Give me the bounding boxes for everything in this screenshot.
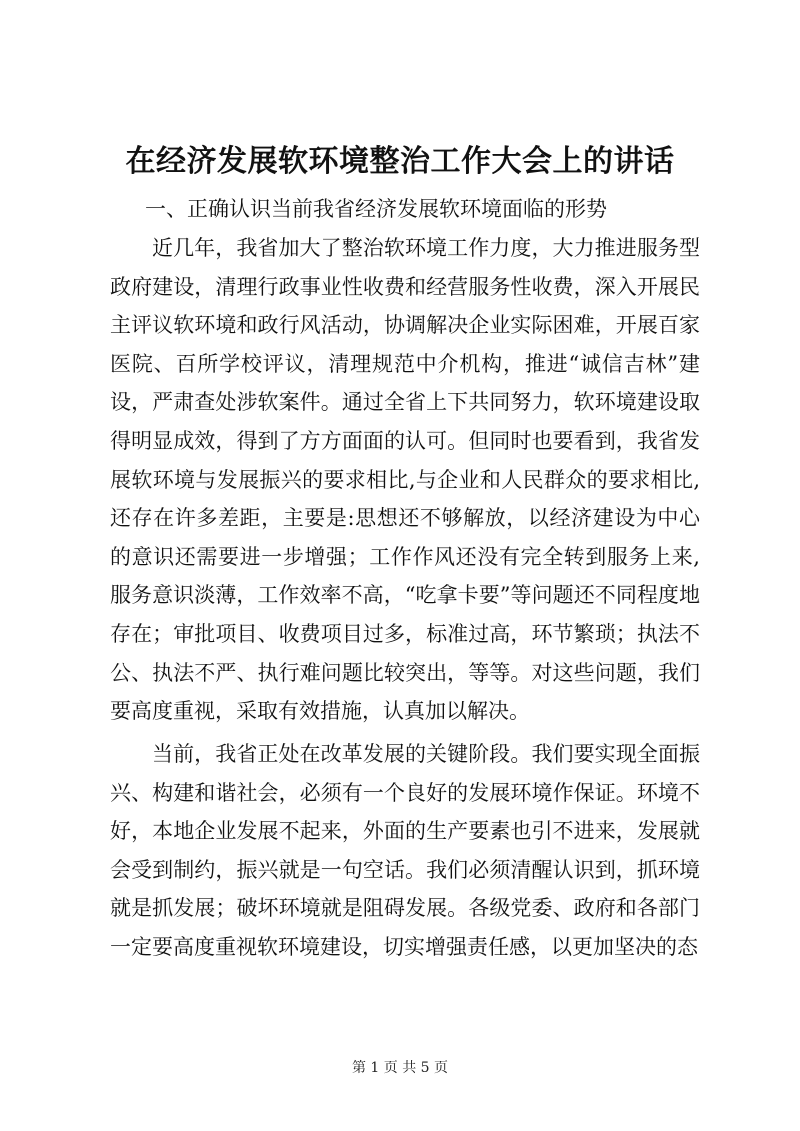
section-heading: 一、正确认识当前我省经济发展软环境面临的形势 — [145, 197, 607, 221]
body-paragraph: 当前，我省正处在改革发展的关键阶段。我们要实现全面振兴、构建和谐社会，必须有一个良好的发展环境作保证。环境不好，本地企业发展不起来，外面的生产要素也引不进来，发展就会受到制约，振兴就是一句空话。我们必须清醒认识到，抓环境就是抓发展；破坏环境就是阻碍发展。各级党委、政府和各部门一定要高度重视软环境建设，切实增强责任感，以更加坚决的态 — [110, 742, 700, 959]
page-footer: 第 1 页 共 5 页 — [351, 1060, 449, 1076]
body-paragraph: 近几年，我省加大了整治软环境工作力度，大力推进服务型政府建设，清理行政事业性收费和经营服务性收费，深入开展民主评议软环境和政行风活动，协调解决企业实际困难，开展百家医院、百所学校评议，清理规范中介机构，推进“诚信吉林”建设，严肃查处涉软案件。通过全省上下共同努力，软环境建设取得明显成效，得到了方方面面的认可。但同时也要看到，我省发展软环境与发展振兴的要求相比,与企业和人民群众的要求相比,还存在许多差距，主要是:思想还不够解放，以经济建设为中心的意识还需要进一步增强；工作作风还没有完全转到服务上来,服务意识淡薄，工作效率不高，“吃拿卡要”等问题还不同程度地存在；审批项目、收费项目过多，标准过高，环节繁琐；执法不公、执法不严、执行难问题比较突出，等等。对这些问题，我们要高度重视，采取有效措施，认真加以解决。 — [110, 236, 700, 724]
document-title: 在经济发展软环境整治工作大会上的讲话 — [125, 144, 675, 179]
